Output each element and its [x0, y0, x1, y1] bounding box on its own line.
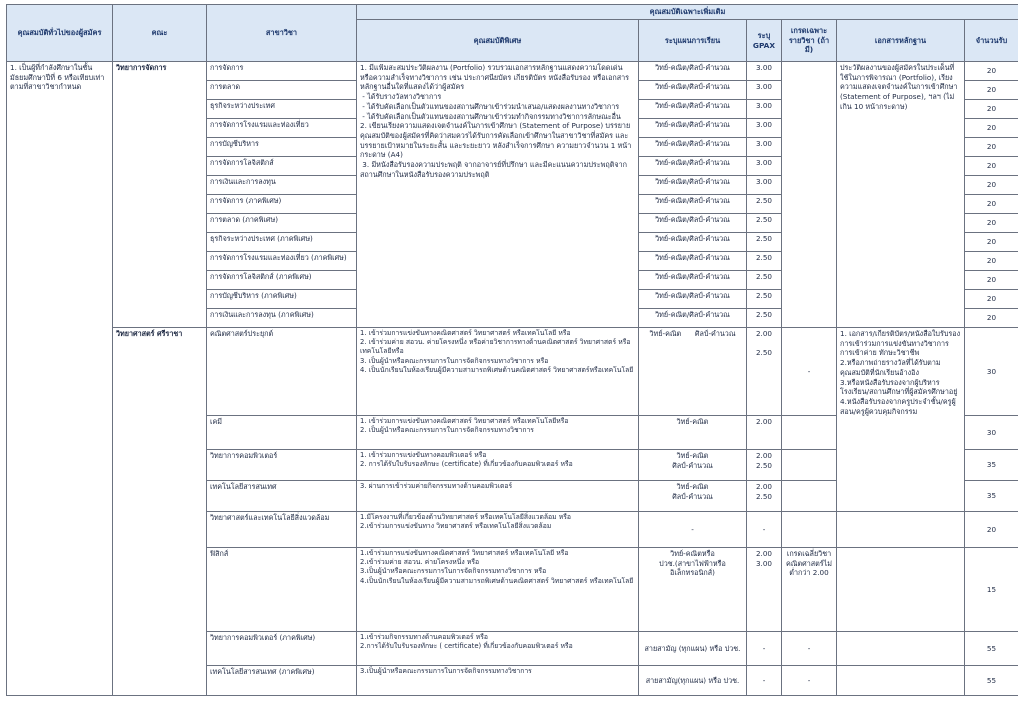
plan-cell: วิทย์-คณิต ศิลป์-คำนวณ	[639, 450, 747, 481]
qual-cell: 3.เป็นผู้นำหรือคณะกรรมการในการจัดกิจกรรมทางวิชาการ	[357, 666, 639, 696]
gpax-cell: 2.50	[747, 214, 782, 233]
plan-cell: -	[639, 512, 747, 548]
plan-cell: วิทย์-คณิต/ศิลป์-คำนวณ	[639, 157, 747, 176]
quota-cell: 20	[965, 119, 1019, 138]
grade-cell: -	[782, 328, 837, 416]
science-documents-empty	[837, 666, 965, 696]
major-cell: การบัญชีบริหาร	[207, 138, 357, 157]
gpax-cell: 3.00	[747, 119, 782, 138]
major-cell: การจัดการโรงแรมและท่องเที่ยว	[207, 119, 357, 138]
plan-cell: วิทย์-คณิต	[639, 416, 747, 450]
gpax-cell: 2.50	[747, 271, 782, 290]
plan-cell: วิทย์-คณิต/ศิลป์-คำนวณ	[639, 233, 747, 252]
major-cell: ฟิสิกส์	[207, 548, 357, 632]
major-cell: การเงินและการลงทุน	[207, 176, 357, 195]
major-cell: ธุรกิจระหว่างประเทศ	[207, 100, 357, 119]
grade-cell: เกรดเฉลี่ยวิชาคณิตศาสตร์ไม่ต่ำกว่า 2.00	[782, 548, 837, 632]
major-cell: การตลาด	[207, 81, 357, 100]
quota-cell: 35	[965, 481, 1019, 512]
qual-cell: 3. ผ่านการเข้าร่วมค่ายกิจกรรมทางด้านคอมพิวเตอร์	[357, 481, 639, 512]
qual-cell: 1. เข้าร่วมการแข่งขันทางคณิตศาสตร์ วิทยาศาสตร์ หรือเทคโนโลยีหรือ 2. เป็นผู้นำหรือคณะกรรมการในการจัดกิจกรรมทางวิชาการ	[357, 416, 639, 450]
gpax-cell: -	[747, 512, 782, 548]
plan-cell: สายสามัญ (ทุกแผน) หรือ ปวช.	[639, 632, 747, 666]
header-extra-group: คุณสมบัติเฉพาะเพิ่มเติม	[357, 5, 1019, 20]
major-cell: การจัดการโลจิสติกส์ (ภาคพิเศษ)	[207, 271, 357, 290]
gpax-cell: 3.00	[747, 100, 782, 119]
grade-cell	[782, 416, 837, 450]
plan-cell: วิทย์-คณิต/ศิลป์-คำนวณ	[639, 138, 747, 157]
qual-cell: 1.มีโครงงานที่เกี่ยวข้องด้านวิทยาศาสตร์ หรือเทคโนโลยีสิ่งแวดล้อม หรือ 2.เข้าร่วมการแข่งขันทาง วิทยาศาสตร์ หรือเทคโนโลยีสิ่งแวดล้อม	[357, 512, 639, 548]
major-cell: การจัดการโลจิสติกส์	[207, 157, 357, 176]
plan-cell: วิทย์-คณิต ศิลป์-คำนวณ	[639, 481, 747, 512]
header-subject-grade: เกรดเฉพาะรายวิชา (ถ้ามี)	[782, 20, 837, 62]
gpax-cell: 3.00	[747, 62, 782, 81]
gpax-cell: 2.50	[747, 233, 782, 252]
gpax-cell: 2.00 2.50	[747, 481, 782, 512]
quota-cell: 20	[965, 214, 1019, 233]
major-cell: วิทยาการคอมพิวเตอร์	[207, 450, 357, 481]
plan-cell: สายสามัญ(ทุกแผน) หรือ ปวช.	[639, 666, 747, 696]
plan-cell: วิทย์-คณิต/ศิลป์-คำนวณ	[639, 271, 747, 290]
quota-cell: 20	[965, 157, 1019, 176]
quota-cell: 35	[965, 450, 1019, 481]
major-cell: เคมี	[207, 416, 357, 450]
grade-cell	[782, 481, 837, 512]
quota-cell: 55	[965, 632, 1019, 666]
major-cell: วิทยาศาสตร์และเทคโนโลยีสิ่งแวดล้อม	[207, 512, 357, 548]
plan-cell: วิทย์-คณิต/ศิลป์-คำนวณ	[639, 81, 747, 100]
gpax-cell: 2.50	[747, 195, 782, 214]
quota-cell: 30	[965, 328, 1019, 416]
plan-cell: วิทย์-คณิต/ศิลป์-คำนวณ	[639, 100, 747, 119]
quota-cell: 20	[965, 512, 1019, 548]
science-documents-empty	[837, 548, 965, 632]
gpax-cell: 2.50	[747, 309, 782, 328]
header-major: สาขาวิชา	[207, 5, 357, 62]
management-subject-grade	[782, 62, 837, 328]
major-cell: เทคโนโลยีสารสนเทศ (ภาคพิเศษ)	[207, 666, 357, 696]
plan-cell: วิทย์-คณิต/ศิลป์-คำนวณ	[639, 252, 747, 271]
quota-cell: 20	[965, 176, 1019, 195]
header-general-qual: คุณสมบัติทั่วไปของผู้สมัคร	[7, 5, 113, 62]
plan-cell: วิทย์-คณิต/ศิลป์-คำนวณ	[639, 195, 747, 214]
plan-cell: วิทย์-คณิต/ศิลป์-คำนวณ	[639, 309, 747, 328]
header-study-plan: ระบุแผนการเรียน	[639, 20, 747, 62]
gpax-cell: -	[747, 632, 782, 666]
major-cell: การจัดการโรงแรมและท่องเที่ยว (ภาคพิเศษ)	[207, 252, 357, 271]
quota-cell: 20	[965, 100, 1019, 119]
major-cell: การบัญชีบริหาร (ภาคพิเศษ)	[207, 290, 357, 309]
major-cell: วิทยาการคอมพิวเตอร์ (ภาคพิเศษ)	[207, 632, 357, 666]
gpax-cell: 2.50	[747, 252, 782, 271]
quota-cell: 20	[965, 62, 1019, 81]
gpax-cell: 2.00	[747, 416, 782, 450]
table-row	[7, 62, 1019, 81]
faculty-management: วิทยาการจัดการ	[113, 62, 207, 328]
gpax-cell: 2.00 2.50	[747, 328, 782, 416]
major-cell: การเงินและการลงทุน (ภาคพิเศษ)	[207, 309, 357, 328]
qual-cell: 1. เข้าร่วมการแข่งขันทางคอมพิวเตอร์ หรือ 2. การได้รับใบรับรองทักษะ (certificate) ที่เกี่ยวข้องกับคอมพิวเตอร์ หรือ	[357, 450, 639, 481]
plan-cell: วิทย์-คณิต/ศิลป์-คำนวณ	[639, 119, 747, 138]
gpax-cell: -	[747, 666, 782, 696]
plan-cell: วิทย์-คณิต/ศิลป์-คำนวณ	[639, 290, 747, 309]
science-documents-empty	[837, 512, 965, 548]
gpax-cell: 3.00	[747, 157, 782, 176]
science-documents-empty	[837, 632, 965, 666]
grade-cell	[782, 450, 837, 481]
header-gpax: ระบุ GPAX	[747, 20, 782, 62]
plan-cell: วิทย์-คณิต/ศิลป์-คำนวณ	[639, 62, 747, 81]
major-cell: การจัดการ	[207, 62, 357, 81]
quota-cell: 20	[965, 138, 1019, 157]
grade-cell	[782, 512, 837, 548]
header-faculty: คณะ	[113, 5, 207, 62]
gpax-cell: 2.00 2.50	[747, 450, 782, 481]
header-quota: จำนวนรับ	[965, 20, 1019, 62]
gpax-cell: 2.50	[747, 290, 782, 309]
admission-criteria-table	[6, 4, 1018, 696]
admission-table-container	[6, 4, 1018, 718]
quota-cell: 15	[965, 548, 1019, 632]
management-documents: ประวัติผลงานของผู้สมัครในประเด็นที่ใช้ในการพิจารณา (Portfolio), เรียงความแสดงเจตจำนงค์ในการเข้าศึกษา (Statement of Purpose), ฯลฯ (ไม่เกิน 10 หน้ากระดาษ)	[837, 62, 965, 328]
quota-cell: 20	[965, 309, 1019, 328]
quota-cell: 20	[965, 290, 1019, 309]
gpax-cell: 3.00	[747, 176, 782, 195]
quota-cell: 20	[965, 271, 1019, 290]
quota-cell: 20	[965, 252, 1019, 271]
table-row	[7, 328, 1019, 416]
science-documents: 1. เอกสาร/เกียรติบัตร/หนังสือใบรับรองการเข้าร่วมการแข่งขันทางวิชาการ การเข้าค่าย ทักษะวิชาชีพ 2.หรือภาพถ่ายรางวัลที่ได้รับตามคุณสมบัติที่นักเรียนอ้างอิง 3.หรือหนังสือรับรองจากผู้บริหารโรงเรียน/สถานศึกษาที่ผู้สมัครศึกษาอยู่ 4.หนังสือรับรองจากครูประจำชั้น/ครูผู้สอน/ครูผู้ควบคุมกิจกรรม	[837, 328, 965, 512]
major-cell: ธุรกิจระหว่างประเทศ (ภาคพิเศษ)	[207, 233, 357, 252]
qual-cell: 1.เข้าร่วมการแข่งขันทางคณิตศาสตร์ วิทยาศาสตร์ หรือเทคโนโลยี หรือ 2.เข้าร่วมค่าย สอวน. ค่ายโครงหนึ่ง หรือ 3.เป็นผู้นำหรือคณะกรรมการในการจัดกิจกรรมทางวิชาการ หรือ 4.เป็นนักเรียนในห้องเรียนผู้มีความสามารถพิเศษด้านคณิตศาสตร์ วิทยาศาสตร์ หรือเทคโนโลยี	[357, 548, 639, 632]
management-special-qual: 1. มีแฟ้มสะสมประวัติผลงาน (Portfolio) รวบรวมเอกสารหลักฐานแสดงความโดดเด่น หรือความสำเร็จทางวิชาการ เช่น ประกาศนียบัตร เกียรติบัตร หนังสือรับรอง หรือเอกสารหลักฐานอื่นใดที่แสดงได้ว่าผู้สมัคร - ได้รับรางวัลทางวิชาการ - ได้รับคัดเลือกเป็นตัวแทนของสถานศึกษาเข้าร่วมนำเสนอ/แสดงผลงานทางวิชาการ - ได้รับคัดเลือกเป็นตัวแทนของสถานศึกษาเข้าร่วมทำกิจกรรมทางวิชาการลักษณะอื่น 2. เขียนเรียงความแสดงเจตจำนงค์ในการเข้าศึกษา (Statement of Purpose) บรรยายคุณสมบัติของผู้สมัครที่คิดว่าสมควรได้รับการคัดเลือกเข้าศึกษาในสาขาวิชาที่สมัคร และบรรยายเป้าหมายในระยะสั้น และระยะยาว หลังสำเร็จการศึกษา ความยาวจำนวน 1 หน้ากระดาษ (A4) 3. มีหนังสือรับรองความประพฤติ จากอาจารย์ที่ปรึกษา และมีคะแนนความประพฤติจากสถานศึกษาในหนังสือรับรองความประพฤติ	[357, 62, 639, 328]
quota-cell: 20	[965, 81, 1019, 100]
major-cell: การจัดการ (ภาคพิเศษ)	[207, 195, 357, 214]
grade-cell: -	[782, 666, 837, 696]
plan-cell: วิทย์-คณิต/ศิลป์-คำนวณ	[639, 214, 747, 233]
gpax-cell: 2.00 3.00	[747, 548, 782, 632]
faculty-science: วิทยาศาสตร์ ศรีราชา	[113, 328, 207, 696]
major-cell: คณิตศาสตร์ประยุกต์	[207, 328, 357, 416]
major-cell: การตลาด (ภาคพิเศษ)	[207, 214, 357, 233]
qual-cell: 1. เข้าร่วมการแข่งขันทางคณิตศาสตร์ วิทยาศาสตร์ หรือเทคโนโลยี หรือ 2. เข้าร่วมค่าย สอวน. ค่ายโครงหนึ่ง หรือค่ายวิชาการทางด้านคณิตศาสตร์ วิทยาศาสตร์ หรือเทคโนโลยีหรือ 3. เป็นผู้นำหรือคณะกรรมการในการจัดกิจกรรมทางวิชาการ หรือ 4. เป็นนักเรียนในห้องเรียนผู้มีความสามารถพิเศษด้านคณิตศาสตร์ วิทยาศาสตร์หรือเทคโนโลยี	[357, 328, 639, 416]
general-qualification: 1. เป็นผู้ที่กำลังศึกษาในชั้นมัธยมศึกษาปีที่ 6 หรือเทียบเท่าตามที่สาขาวิชากำหนด	[7, 62, 113, 696]
major-cell: เทคโนโลยีสารสนเทศ	[207, 481, 357, 512]
plan-cell: วิทย์-คณิต/ศิลป์-คำนวณ	[639, 176, 747, 195]
quota-cell: 20	[965, 233, 1019, 252]
plan-cell: วิทย์-คณิต ศิลป์-คำนวณ	[639, 328, 747, 416]
quota-cell: 55	[965, 666, 1019, 696]
quota-cell: 20	[965, 195, 1019, 214]
header-documents: เอกสารหลักฐาน	[837, 20, 965, 62]
qual-cell: 1.เข้าร่วมกิจกรรมทางด้านคอมพิวเตอร์ หรือ 2.การได้รับใบรับรองทักษะ ( certificate) ที่เกี่ยวข้องกับคอมพิวเตอร์ หรือ	[357, 632, 639, 666]
quota-cell: 30	[965, 416, 1019, 450]
grade-cell: -	[782, 632, 837, 666]
header-special-qual: คุณสมบัติพิเศษ	[357, 20, 639, 62]
gpax-cell: 3.00	[747, 81, 782, 100]
gpax-cell: 3.00	[747, 138, 782, 157]
plan-cell: วิทย์-คณิตหรือ ปวช.(สาขาไฟฟ้าหรือ อิเล็กทรอนิกส์)	[639, 548, 747, 632]
